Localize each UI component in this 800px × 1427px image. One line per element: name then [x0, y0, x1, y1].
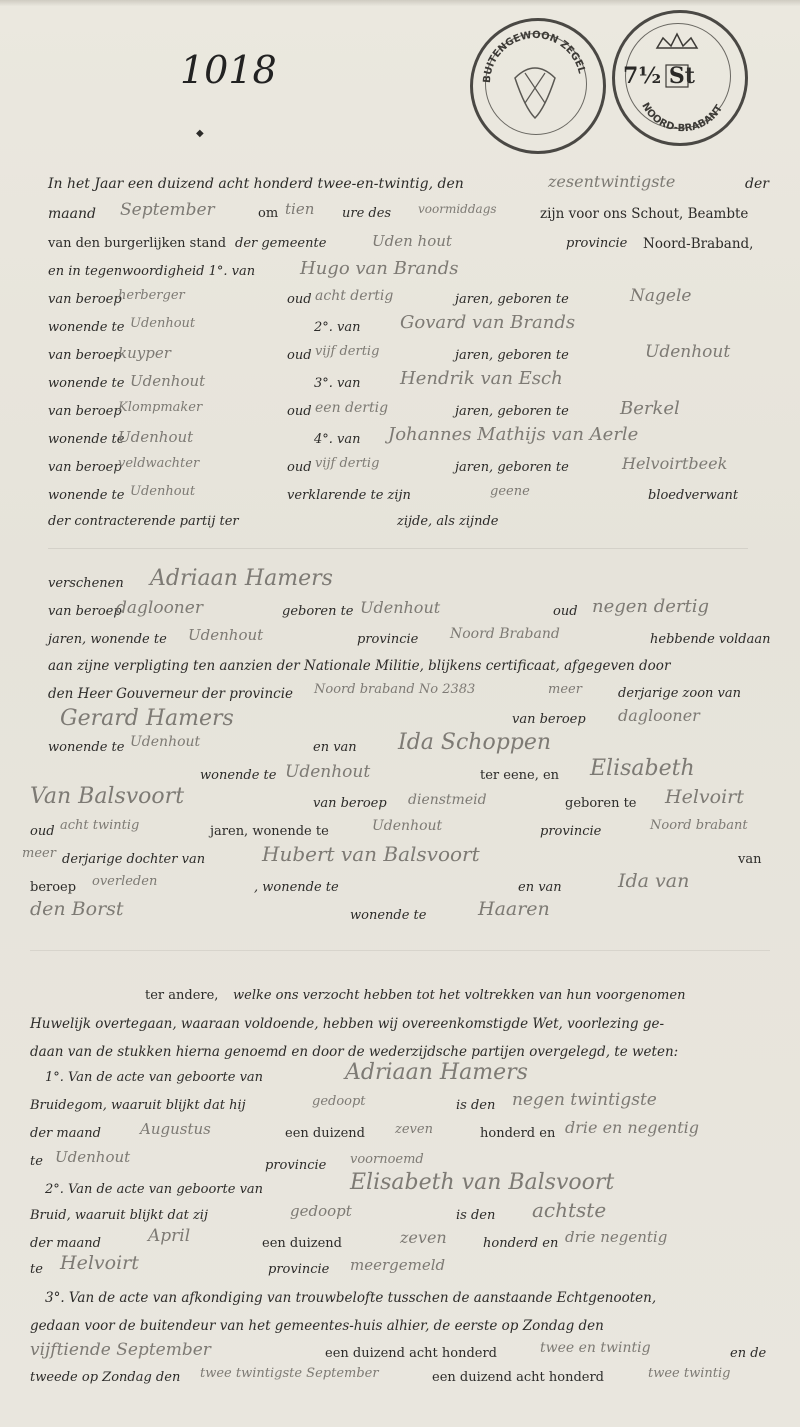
w3-born-label: jaren, geboren te: [455, 404, 569, 419]
declaration-hw: geene: [490, 484, 530, 499]
bride-father-live-label: , wonende te: [254, 880, 339, 895]
groom-father-hw: Gerard Hamers: [60, 706, 234, 731]
divider-1: [48, 548, 748, 549]
bride-age-label: oud: [30, 824, 55, 839]
header-provincie: provincie: [566, 236, 628, 251]
governor-hw: Noord braband No 2383: [314, 682, 476, 697]
bride-live-hw: Udenhout: [372, 818, 443, 834]
divider-2: [30, 950, 770, 951]
one-side-label: ter eene, en: [480, 768, 560, 783]
w2-live-hw: Udenhout: [130, 372, 206, 390]
groom-prof-label: van beroep: [48, 604, 122, 619]
header-stand: van den burgerlijken stand: [48, 236, 227, 251]
groom-son-of: derjarige zoon van: [618, 686, 742, 701]
bride-live-label: jaren, wonende te: [210, 824, 329, 839]
groom-live-label: jaren, wonende te: [48, 632, 167, 647]
item1-honderd: honderd en: [480, 1126, 556, 1141]
item2-seven-hw: zeven: [400, 1228, 447, 1247]
header-presence: en in tegenwoordigheid 1°. van: [48, 264, 256, 279]
header-province: Noord-Braband,: [643, 236, 754, 252]
item1-province-hw: voornoemd: [350, 1152, 424, 1167]
bride-father-hw: Hubert van Balsvoort: [262, 842, 480, 866]
groom-name-hw: Adriaan Hamers: [150, 566, 333, 591]
w3-live-label: wonende te: [48, 432, 125, 447]
groom-father-prof-hw: daglooner: [618, 706, 700, 725]
item2-month-hw: April: [148, 1226, 191, 1246]
bride-adult-hw: meer: [22, 846, 56, 861]
body-line2: Huwelijk overtegaan, waaraan voldoende, hebben wij overeenkomstigde Wet, voorlezing ge-: [30, 1016, 665, 1032]
w1-age-label: oud: [287, 292, 312, 307]
bride-daughter-of: derjarige dochter van: [62, 852, 206, 867]
w4-born-hw: Helvoirtbeek: [622, 454, 728, 473]
header-ure: ure des: [342, 206, 392, 221]
bride-mother-live-label: wonende te: [350, 908, 427, 923]
body-line3: daan van de stukken hierna genoemd en door de wederzijdsche partijen overgelegd, te weten:: [30, 1044, 679, 1060]
item2-line2: Bruid, waaruit blijkt dat zij: [30, 1208, 208, 1223]
item1-isden: is den: [456, 1098, 496, 1113]
w4-name-hw: Johannes Mathijs van Aerle: [388, 424, 639, 445]
w2-prof-label: van beroep: [48, 348, 122, 363]
bride-name-b-hw: Van Balsvoort: [30, 784, 185, 809]
groom-province-label: provincie: [357, 632, 419, 647]
groom-father-prof-label: van beroep: [512, 712, 586, 727]
header-hour-hw: tien: [285, 200, 315, 218]
w1-born-label: jaren, geboren te: [455, 292, 569, 307]
bride-province-label: provincie: [540, 824, 602, 839]
witness1-name-hw: Hugo van Brands: [300, 258, 459, 279]
w1-prof-label: van beroep: [48, 292, 122, 307]
groom-met-label: hebbende voldaan: [650, 632, 771, 647]
item2-baptized-hw: gedoopt: [290, 1202, 352, 1220]
item1-place-hw: Udenhout: [55, 1148, 131, 1166]
bride-mother-b-hw: den Borst: [30, 898, 124, 920]
tax-stamp-left: [470, 18, 606, 154]
svg-text:BUITENGEWOON ZEGEL: BUITENGEWOON ZEGEL: [481, 29, 587, 84]
item1-dermaand: der maand: [30, 1126, 101, 1141]
item3-line4: tweede op Zondag den: [30, 1370, 181, 1385]
w1-live-hw: Udenhout: [130, 316, 196, 331]
w3-prof-label: van beroep: [48, 404, 122, 419]
w3-name-hw: Hendrik van Esch: [400, 368, 563, 389]
bride-and-of: en van: [518, 880, 562, 895]
declaration-relative: bloedverwant: [648, 488, 739, 503]
header-time-hw: voormiddags: [418, 202, 497, 216]
w1-age-hw: acht dertig: [315, 288, 394, 304]
groom-mother-live-label: wonende te: [200, 768, 277, 783]
w3-age-hw: een dertig: [315, 400, 389, 416]
groom-age-label: oud: [553, 604, 578, 619]
w4-live-label: wonende te: [48, 488, 125, 503]
stamp-crown-icon: [612, 10, 742, 140]
w4-prof-label: van beroep: [48, 460, 122, 475]
item3-second-date-hw: twee twintigste September: [200, 1366, 379, 1381]
header-day-hw: zesentwintigste: [548, 172, 676, 191]
ink-mark: ◆: [196, 128, 204, 139]
w2-prof-hw: kuyper: [118, 344, 171, 362]
bride-name-a-hw: Elisabeth: [590, 756, 695, 781]
w2-age-hw: vijf dertig: [315, 344, 380, 359]
contracting-side: zijde, als zijnde: [397, 514, 499, 529]
bride-mother-a-hw: Ida van: [618, 870, 690, 892]
w4-age-label: oud: [287, 460, 312, 475]
folio-number: 1018: [180, 48, 277, 92]
w4-age-hw: vijf dertig: [315, 456, 380, 471]
item1-line1: 1°. Van de acte van geboorte van: [45, 1070, 264, 1085]
stamp-value: 7½ St: [623, 63, 695, 89]
groom-born-hw: Udenhout: [360, 598, 441, 617]
groom-mother-live-hw: Udenhout: [285, 762, 371, 782]
w1-born-hw: Nagele: [630, 286, 692, 306]
item2-provincie: provincie: [268, 1262, 330, 1277]
item1-baptized-hw: gedoopt: [312, 1094, 366, 1109]
header-om: om: [258, 206, 279, 221]
header-month-hw: September: [120, 200, 215, 220]
w2-label: 2°. van: [314, 320, 361, 335]
item2-province-hw: meergemeld: [350, 1256, 446, 1274]
item3-line1: 3°. Van de acte van afkondiging van trouwbelofte tusschen de aanstaande Echtgenooten,: [45, 1290, 657, 1306]
item1-line2: Bruidegom, waaruit blijkt dat hij: [30, 1098, 246, 1113]
item1-year-hw: drie en negentig: [565, 1118, 699, 1137]
bride-born-label: geboren te: [565, 796, 637, 811]
w2-age-label: oud: [287, 348, 312, 363]
item1-seven-hw: zeven: [395, 1122, 433, 1137]
w3-age-label: oud: [287, 404, 312, 419]
header-schout: zijn voor ons Schout, Beambte: [540, 206, 749, 222]
bride-van-label: van: [738, 852, 762, 867]
header-der: der: [745, 176, 769, 192]
groom-appeared-label: verschenen: [48, 576, 124, 591]
item3-first-date-hw: vijftiende September: [30, 1340, 211, 1360]
w2-name-hw: Govard van Brands: [400, 312, 576, 333]
groom-live-hw: Udenhout: [188, 626, 264, 644]
w4-prof-hw: veldwachter: [118, 456, 200, 471]
item2-duizend: een duizend: [262, 1236, 342, 1251]
contracting-party: der contracterende partij ter: [48, 514, 239, 529]
governor-line: den Heer Gouverneur der provincie: [48, 686, 294, 702]
item2-te: te: [30, 1262, 43, 1277]
item1-te: te: [30, 1154, 43, 1169]
declaration-label: verklarende te zijn: [287, 488, 411, 503]
tax-stamp-right: [612, 10, 748, 146]
item1-day-hw: negen twintigste: [512, 1090, 657, 1110]
w3-live-hw: Udenhout: [118, 428, 194, 446]
item1-provincie: provincie: [265, 1158, 327, 1173]
item2-dermaand: der maand: [30, 1236, 101, 1251]
w2-born-label: jaren, geboren te: [455, 348, 569, 363]
militia-line: aan zijne verpligting ten aanzien der Nationale Militie, blijkens certificaat, afgegeven door: [48, 658, 671, 674]
item2-bride-hw: Elisabeth van Balsvoort: [350, 1170, 615, 1195]
svg-text:NOORD-BRABANT: NOORD-BRABANT: [639, 101, 726, 135]
w3-label: 3°. van: [314, 376, 361, 391]
w2-live-label: wonende te: [48, 376, 125, 391]
groom-father-live-label: wonende te: [48, 740, 125, 755]
bride-prof-label: van beroep: [313, 796, 387, 811]
w3-prof-hw: Klompmaker: [118, 400, 203, 415]
header-municipality-hw: Uden hout: [372, 232, 452, 250]
bride-father-prof-label: beroep: [30, 880, 77, 895]
groom-mother-hw: Ida Schoppen: [398, 730, 552, 755]
w4-live-hw: Udenhout: [130, 484, 196, 499]
bride-father-prof-hw: overleden: [92, 874, 158, 889]
groom-age-hw: negen dertig: [592, 596, 710, 617]
item1-groom-hw: Adriaan Hamers: [345, 1060, 528, 1085]
groom-born-label: geboren te: [282, 604, 354, 619]
body-line1: welke ons verzocht hebben tot het voltrekken van hun voorgenomen: [233, 988, 686, 1003]
w4-born-label: jaren, geboren te: [455, 460, 569, 475]
bride-born-hw: Helvoirt: [665, 786, 744, 808]
groom-province-hw: Noord Braband: [450, 626, 560, 642]
item2-year-hw: drie negentig: [565, 1228, 668, 1246]
bride-age-hw: acht twintig: [60, 818, 140, 833]
page-edge: [0, 0, 800, 6]
body-other-side: ter andere,: [145, 988, 219, 1003]
w3-born-hw: Berkel: [620, 398, 680, 419]
bride-prof-hw: dienstmeid: [408, 792, 487, 808]
bride-province-hw: Noord brabant: [650, 818, 748, 833]
item3-year1-hw: twee en twintig: [540, 1340, 651, 1356]
item3-en-de: en de: [730, 1346, 767, 1361]
item3-year-label-2: een duizend acht honderd: [432, 1370, 604, 1385]
w1-live-label: wonende te: [48, 320, 125, 335]
header-line1: In het Jaar een duizend acht honderd twee-en-twintig, den: [48, 176, 464, 192]
item3-year2-hw: twee twintig: [648, 1366, 731, 1381]
item2-honderd: honderd en: [483, 1236, 559, 1251]
item2-line1: 2°. Van de acte van geboorte van: [45, 1182, 264, 1197]
item1-month-hw: Augustus: [140, 1120, 211, 1138]
groom-adult-hw: meer: [548, 682, 582, 697]
header-gemeente: der gemeente: [235, 236, 327, 251]
item2-day-hw: achtste: [532, 1198, 607, 1222]
bride-mother-live-hw: Haaren: [478, 898, 550, 920]
w4-label: 4°. van: [314, 432, 361, 447]
item1-duizend: een duizend: [285, 1126, 365, 1141]
header-maand: maand: [48, 206, 96, 222]
w2-born-hw: Udenhout: [645, 342, 731, 362]
groom-and-of: en van: [313, 740, 357, 755]
groom-prof-hw: daglooner: [116, 598, 203, 618]
item2-place-hw: Helvoirt: [60, 1252, 139, 1274]
item3-line2: gedaan voor de buitendeur van het gemeentes-huis alhier, de eerste op Zondag den: [30, 1318, 604, 1334]
tax-stamp-left-text: [470, 18, 600, 148]
w1-prof-hw: herberger: [118, 288, 185, 303]
groom-father-live-hw: Udenhout: [130, 734, 201, 750]
item2-isden: is den: [456, 1208, 496, 1223]
item3-year-label: een duizend acht honderd: [325, 1346, 497, 1361]
